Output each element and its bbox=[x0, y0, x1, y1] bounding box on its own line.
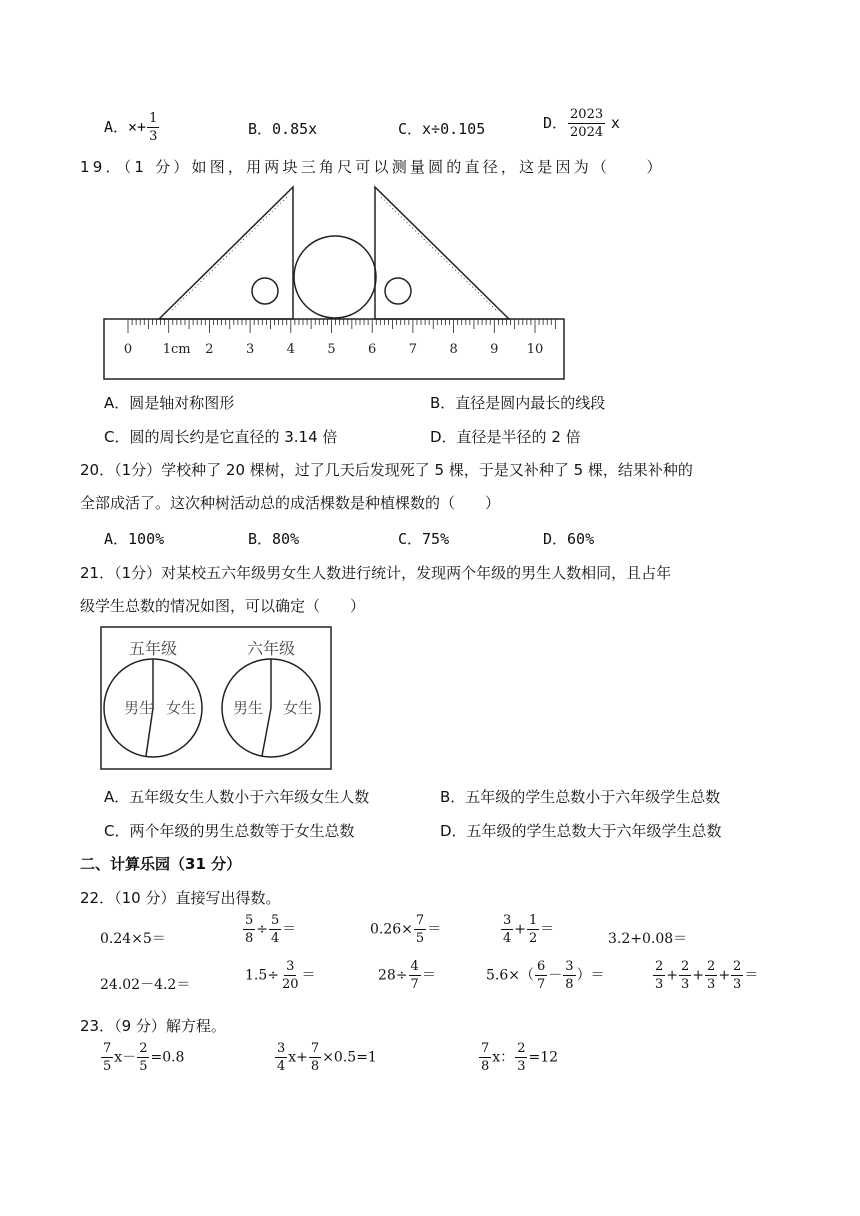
ruler-label: 5 bbox=[327, 342, 336, 357]
q21-stem-line2: 级学生总数的情况如图，可以确定（ ） bbox=[80, 597, 366, 615]
q21-stem-line1: 21．（1分）对某校五六年级男女生人数进行统计，发现两个年级的男生人数相同，且占年 bbox=[80, 564, 672, 582]
q20-option-a[interactable]: A．100% bbox=[104, 530, 165, 548]
left-set-square bbox=[159, 187, 293, 319]
ruler-label: 3 bbox=[245, 342, 255, 357]
ruler-triangles-figure bbox=[102, 182, 568, 384]
q22-r2c3: 28÷ $\frac{4}{7}$ ＝ bbox=[378, 959, 436, 992]
grade6-girls-label: 女生 bbox=[283, 699, 314, 717]
q22-r1c5: 3.2+0.08＝ bbox=[608, 931, 688, 947]
q18-option-d[interactable] bbox=[543, 108, 620, 139]
grade-pie-figure bbox=[100, 626, 332, 770]
q18-option-c[interactable]: C．x÷0.105 bbox=[398, 120, 486, 138]
q22-stem: 22．（10 分）直接写出得数。 bbox=[80, 889, 281, 907]
ruler-label: 4 bbox=[286, 342, 295, 357]
ruler-label: 2 bbox=[205, 342, 214, 357]
q23-stem: 23．（9 分）解方程。 bbox=[80, 1017, 226, 1035]
grade6-boys-label: 男生 bbox=[233, 699, 264, 717]
section2-title: 二、计算乐园（31 分） bbox=[80, 855, 242, 873]
q20-stem-line1: 20．（1分）学校种了 20 棵树，过了几天后发现死了 5 棵，于是又补种了 5 棵，结果补种的 bbox=[80, 461, 693, 479]
q20-option-d[interactable]: D．60% bbox=[543, 530, 595, 548]
right-set-square bbox=[375, 187, 509, 319]
q18-option-d-fraction: $\frac{2023}{2024}$ bbox=[570, 107, 604, 140]
q21-option-d[interactable]: D．五年级的学生总数大于六年级学生总数 bbox=[440, 822, 722, 840]
q21-option-b[interactable]: B．五年级的学生总数小于六年级学生总数 bbox=[440, 788, 721, 806]
q21-option-c[interactable]: C．两个年级的男生总数等于女生总数 bbox=[104, 822, 355, 840]
q18-option-a-expr: ×+ bbox=[128, 118, 147, 136]
q18-option-d-prefix: D． bbox=[543, 114, 568, 132]
q19-stem: 19．（1 分）如图，用两块三角尺可以测量圆的直径，这是因为（ ） bbox=[80, 158, 665, 176]
q22-r1c4: $\frac{3}{4}$ + $\frac{1}{2}$ ＝ bbox=[503, 913, 555, 946]
q18-option-a-fraction: $\frac{1}{3}$ bbox=[149, 111, 158, 144]
grade6-label: 六年级 bbox=[246, 639, 296, 658]
q18-option-a[interactable] bbox=[104, 112, 160, 143]
left-hole bbox=[252, 278, 278, 304]
q22-r1c2: $\frac{5}{8}$ ÷ $\frac{5}{4}$ ＝ bbox=[245, 913, 297, 946]
q18-option-b[interactable]: B．0.85x bbox=[248, 120, 318, 138]
q21-option-a[interactable]: A．五年级女生人数小于六年级女生人数 bbox=[104, 788, 370, 806]
q22-r1c1: 0.24×5＝ bbox=[100, 931, 166, 947]
grade6-divider-lower bbox=[262, 708, 271, 756]
q20-option-b[interactable]: B．80% bbox=[248, 530, 300, 548]
q18-option-a-prefix: A． bbox=[104, 118, 129, 136]
ruler-label: 7 bbox=[408, 342, 418, 357]
grade5-label: 五年级 bbox=[128, 639, 178, 658]
measured-circle bbox=[294, 236, 376, 318]
ruler-label: 0 bbox=[123, 342, 133, 357]
q22-r2c2: 1.5÷ $\frac{3}{20}$ ＝ bbox=[245, 959, 316, 992]
ruler-label: 10 bbox=[526, 342, 544, 357]
ruler-label: 6 bbox=[368, 342, 377, 357]
q20-option-c[interactable]: C．75% bbox=[398, 530, 450, 548]
ruler-label: 9 bbox=[490, 342, 499, 357]
grade5-girls-label: 女生 bbox=[166, 699, 197, 717]
q22-r2c5: $\frac{2}{3}$ + $\frac{2}{3}$ + $\frac{2}{3}$ + $\frac{2}{3}$ ＝ bbox=[655, 959, 759, 992]
ruler-label: 8 bbox=[449, 342, 458, 357]
q22-r2c4: 5.6×（ $\frac{6}{7}$ － $\frac{3}{8}$ ）＝ bbox=[486, 959, 605, 992]
q20-stem-line2: 全部成活了。这次种树活动总的成活棵数是种植棵数的（ ） bbox=[80, 494, 501, 512]
q19-option-c[interactable]: C．圆的周长约是它直径的 3.14 倍 bbox=[104, 428, 338, 446]
grade5-boys-label: 男生 bbox=[124, 699, 155, 717]
q23-equation-1: $\frac{7}{5}$ x－ $\frac{2}{5}$ =0.8 bbox=[103, 1041, 185, 1074]
q19-option-b[interactable]: B．直径是圆内最长的线段 bbox=[430, 394, 606, 412]
ruler-ticks bbox=[128, 319, 555, 333]
q22-r2c1: 24.02－4.2＝ bbox=[100, 977, 191, 993]
q23-equation-3: $\frac{7}{8}$ x： $\frac{2}{3}$ =12 bbox=[481, 1041, 559, 1074]
q23-equation-2: $\frac{3}{4}$ x+ $\frac{7}{8}$ ×0.5=1 bbox=[277, 1041, 377, 1074]
q22-r1c3: 0.26× $\frac{7}{5}$ ＝ bbox=[370, 913, 442, 946]
q19-option-d[interactable]: D．直径是半径的 2 倍 bbox=[430, 428, 581, 446]
ruler-label: 1cm bbox=[162, 342, 191, 357]
right-hole bbox=[385, 278, 411, 304]
q18-option-d-suffix: x bbox=[610, 114, 620, 132]
ruler-labels bbox=[124, 342, 543, 357]
q19-option-a[interactable]: A．圆是轴对称图形 bbox=[104, 394, 235, 412]
